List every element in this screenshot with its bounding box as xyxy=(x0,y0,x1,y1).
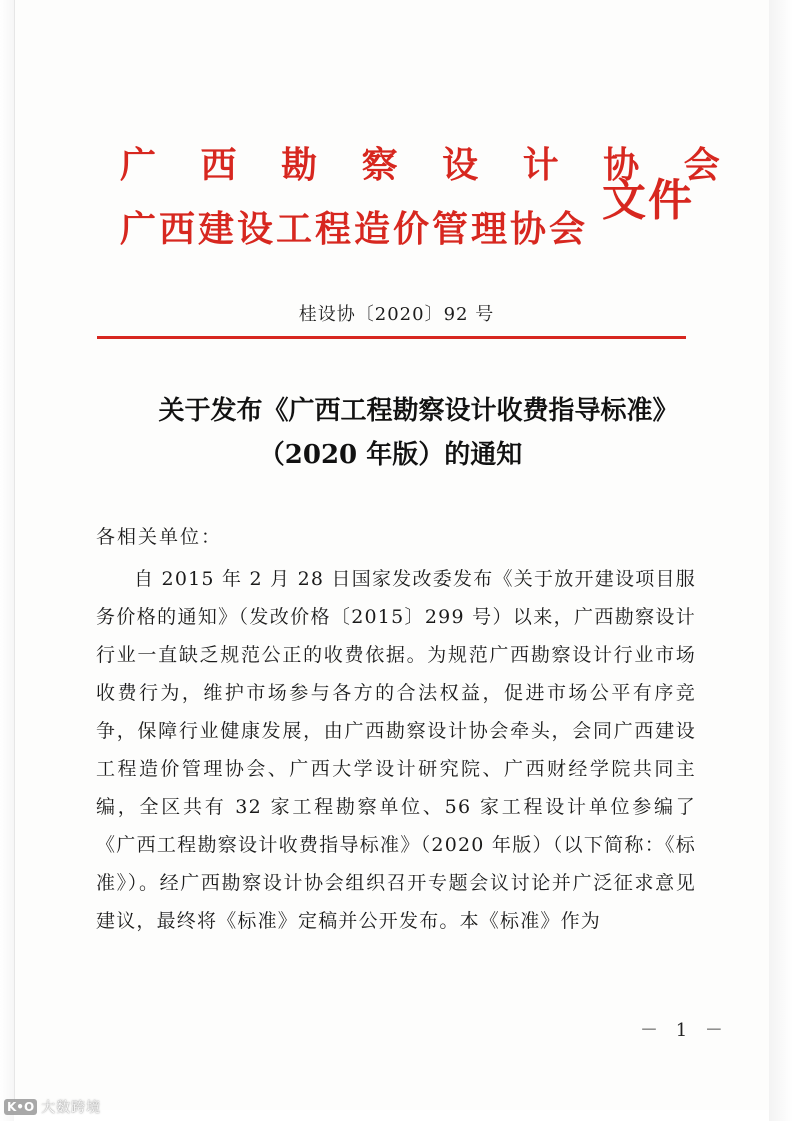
watermark-logo-icon: K•O xyxy=(4,1099,37,1115)
notice-title-line-1: 关于发布《广西工程勘察设计收费指导标准》 xyxy=(158,396,679,426)
document-number: 桂设协〔2020〕92 号 xyxy=(298,304,495,325)
watermark-text: 大数跨境 xyxy=(41,1100,102,1116)
issuer-line-1: 广 西 勘 察 设 计 协 会 xyxy=(120,144,736,186)
body-paragraph: 自 2015 年 2 月 28 日国家发改委发布《关于放开建设项目服务价格的通知》（发改价格〔2015〕299 号）以来，广西勘察设计行业一直缺乏规范公正的收费依据。为规范广西勘察设计行业市场收费行为，维护市场参与各方的合法权益，促进市场公平有序竞争，保障行业健康发展，由广西勘察设计协会牵头，会同广西建设工程造价管理协会、广西大学设计研究院、广西财经学院共同主编，全区共有 32 家工程勘察单位、56 家工程设计单位参编了《广西工程勘察设计收费指导标准》（2020 年版）（以下简称：《标准》）。经广西勘察设计协会组织召开专题会议讨论并广泛征求意见建议，最终将《标准》定稿并公开发布。本《标准》作为 xyxy=(96,568,696,932)
page-number: － 1 － xyxy=(640,1020,729,1041)
document-type-label: 文件 xyxy=(602,175,694,226)
salutation: 各相关单位： xyxy=(96,526,223,548)
notice-title-line-2: （2020 年版）的通知 xyxy=(258,440,523,470)
issuer-line-2: 广西建设工程造价管理协会 xyxy=(120,208,589,250)
header-divider xyxy=(97,336,686,339)
page-left-margin xyxy=(0,0,14,1121)
page-right-edge xyxy=(769,0,793,1121)
source-watermark xyxy=(4,1096,101,1118)
